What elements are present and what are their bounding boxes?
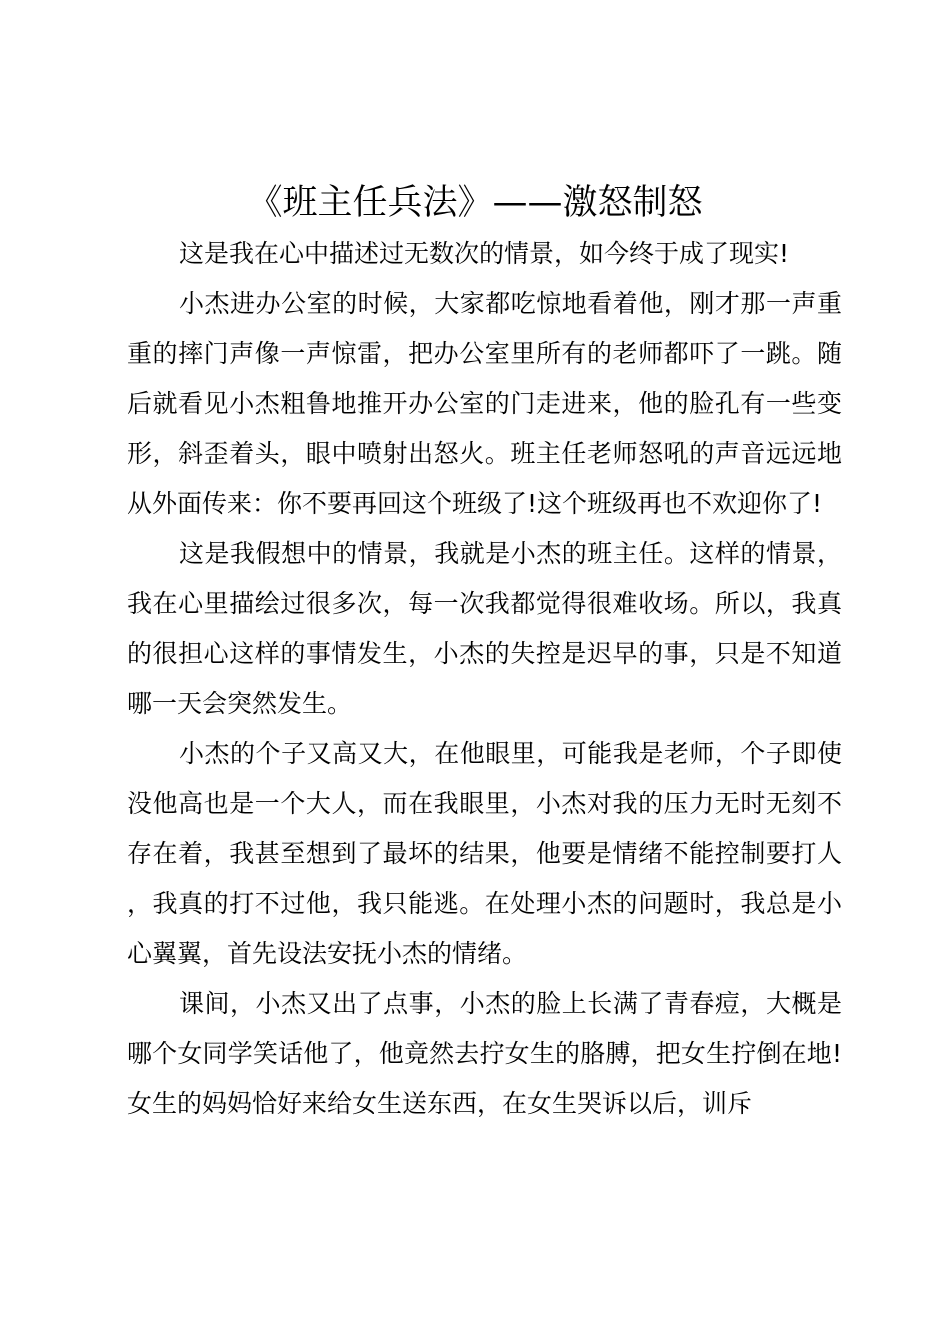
paragraph: 小杰进办公室的时候，大家都吃惊地看着他，刚才那一声重重的摔门声像一声惊雷，把办公室里所有的老师都吓了一跳。随后就看见小杰粗鲁地推开办公室的门走进来，他的脸孔有一些变形，斜歪着头，眼中喷射出怒火。班主任老师怒吼的声音远远地从外面传来：你不要再回这个班级了!这个班级再也不欢迎你了! bbox=[127, 289, 842, 518]
paragraph: 课间，小杰又出了点事，小杰的脸上长满了青春痘，大概是哪个女同学笑话他了，他竟然去拧女生的胳膊，把女生拧倒在地!女生的妈妈恰好来给女生送东西，在女生哭诉以后，训斥 bbox=[127, 989, 842, 1118]
paragraph: 这是我假想中的情景，我就是小杰的班主任。这样的情景，我在心里描绘过很多次，每一次我都觉得很难收场。所以，我真的很担心这样的事情发生，小杰的失控是迟早的事，只是不知道哪一天会突然发生。 bbox=[127, 539, 842, 718]
document-title: 《班主任兵法》——激怒制怒 bbox=[247, 183, 703, 223]
paragraph: 小杰的个子又高又大，在他眼里，可能我是老师，个子即使没他高也是一个大人，而在我眼里，小杰对我的压力无时无刻不存在着，我甚至想到了最坏的结果，他要是情绪不能控制要打人，我真的打不过他，我只能逃。在处理小杰的问题时，我总是小心翼翼，首先设法安抚小杰的情绪。 bbox=[127, 739, 842, 968]
document-body bbox=[127, 229, 842, 1129]
paragraph: 这是我在心中描述过无数次的情景，如今终于成了现实! bbox=[179, 239, 790, 268]
